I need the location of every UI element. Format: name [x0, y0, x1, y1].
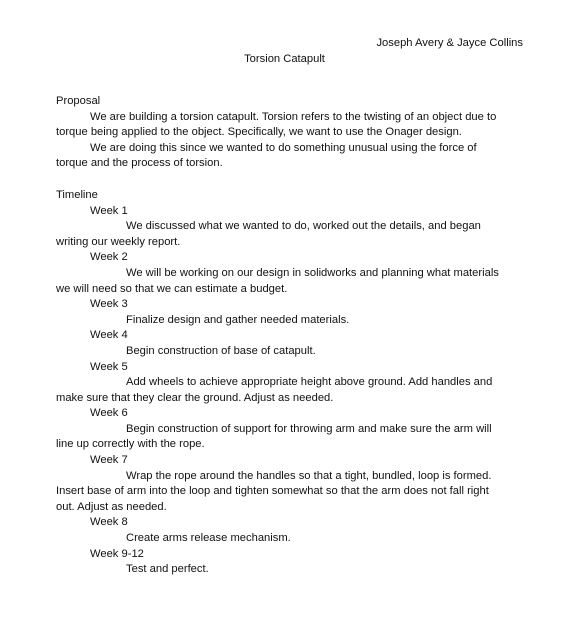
authors-line: Joseph Avery & Jayce Collins: [376, 37, 523, 49]
proposal-paragraph: We are doing this since we wanted to do something unusual using the force of torque and the process of torsion.: [56, 141, 477, 170]
week-description: Create arms release mechanism.: [126, 532, 291, 545]
week-description: We will be working on our design in solidworks and planning what materials we will need so that we can estimate a budget.: [56, 266, 499, 295]
week-label: Week 2: [90, 251, 128, 264]
week-description: Begin construction of support for throwing arm and make sure the arm will line up correctly with the rope.: [56, 422, 492, 451]
week-description: Wrap the rope around the handles so that a tight, bundled, loop is formed. Insert base of arm into the loop and tighten somewhat so that the arm does not fall right out. Adjust as needed.: [56, 469, 492, 513]
week-label: Week 3: [90, 298, 128, 311]
week-description: We discussed what we wanted to do, worked out the details, and began writing our weekly report.: [56, 220, 481, 248]
week-label: Week 7: [90, 454, 128, 467]
week-label: Week 6: [90, 407, 128, 420]
week-label: Week 9-12: [90, 547, 144, 560]
week-description: Finalize design and gather needed materials.: [126, 313, 350, 326]
week-label: Week 8: [90, 516, 128, 529]
week-label: Week 5: [90, 360, 128, 373]
week-label: Week 1: [90, 204, 128, 217]
timeline-heading: Timeline: [56, 188, 98, 201]
document-body: [56, 94, 508, 578]
proposal-heading: Proposal: [56, 95, 101, 107]
proposal-paragraph: We are building a torsion catapult. Torsion refers to the twisting of an object due to torque being applied to the object. Specifically, we want to use the Onager design.: [56, 110, 497, 139]
week-description: Add wheels to achieve appropriate height above ground. Add handles and make sure that they clear the ground. Adjust as needed.: [56, 376, 493, 404]
week-description: Begin construction of base of catapult.: [126, 344, 316, 357]
week-label: Week 4: [90, 329, 128, 342]
week-description: Test and perfect.: [126, 563, 209, 576]
document-title: Torsion Catapult: [244, 53, 325, 65]
section-gap: [56, 172, 508, 188]
